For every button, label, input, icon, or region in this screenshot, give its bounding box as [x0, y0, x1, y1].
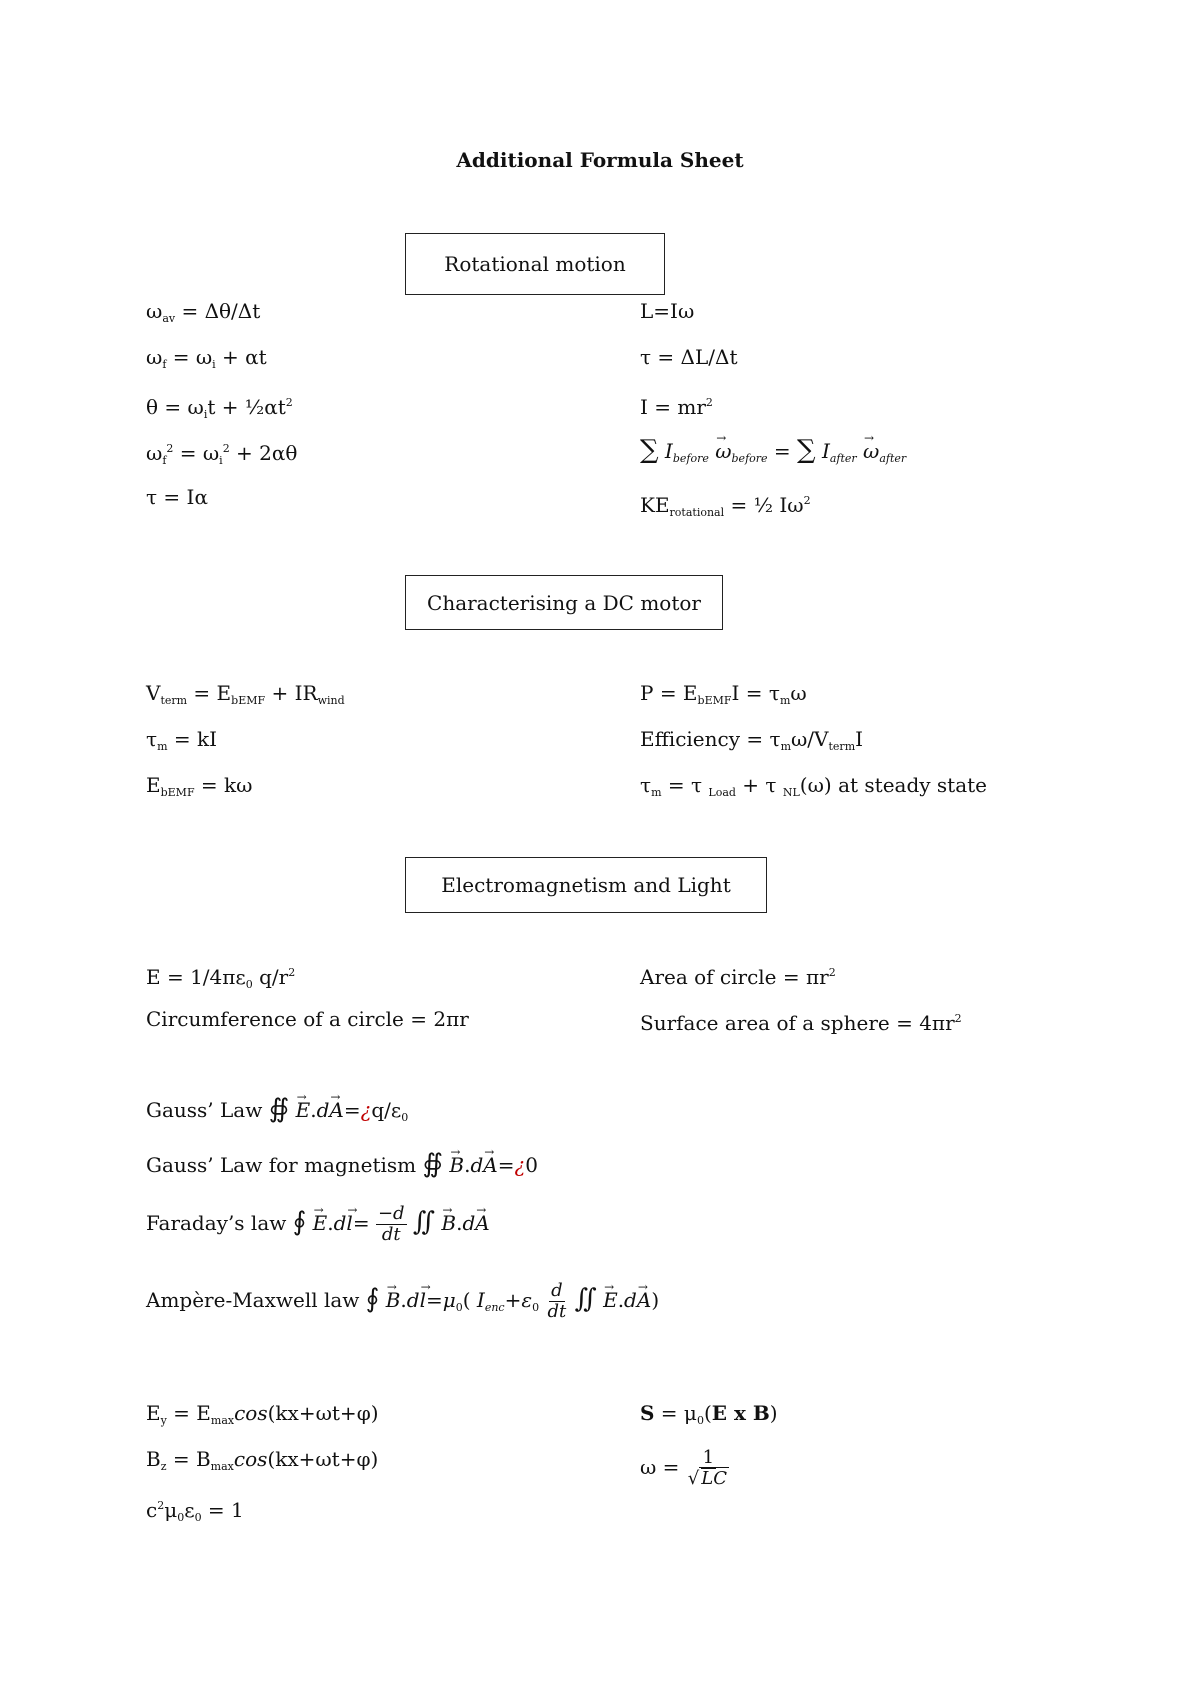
page-title: Additional Formula Sheet	[456, 148, 744, 172]
sqrt-icon: √	[687, 1468, 700, 1489]
section-header-dc-motor: Characterising a DC motor	[405, 575, 723, 630]
sum-icon: ∑	[797, 435, 816, 465]
formula-efficiency: Efficiency = $\tau_m\omega/V_{term}I$	[640, 727, 864, 753]
formula-area-circle: Area of circle = $\pi r^2$	[640, 965, 836, 989]
formula-e-wave: $E_y = E_{max}\cos(kx+\omega t+\varphi)$	[146, 1401, 379, 1427]
formula-steady-state: $\tau_m = \tau$ $_{Load}$ + τ $_{NL}$(ω) at steady state	[640, 773, 988, 799]
formula-power: $P = E_{bEMF}I = \tau_m\omega$	[640, 681, 807, 707]
formula-torque-m: $\tau_m$ = kI	[146, 727, 218, 753]
formula-torque-dl-dt: τ = ΔL/Δt	[640, 345, 738, 369]
formula-lc-frequency: ω = $\frac{1}{√ LC}$	[640, 1447, 727, 1489]
formula-angular-momentum: L=Iω	[640, 299, 695, 323]
formula-surface-sphere: Surface area of a sphere = $4\pi r^2$	[640, 1011, 962, 1035]
formula-b-wave: $B_z = B_{max}\cos(kx+\omega t+\varphi)$	[146, 1447, 379, 1473]
formula-faraday-law: Faraday’s law ∮ → E.d→ l= $\frac{-d}{dt}$ ∬ → B.d→ A	[146, 1204, 490, 1245]
double-integral-icon: ∬	[412, 1207, 436, 1237]
line-integral-icon: ∮	[292, 1207, 307, 1237]
formula-moment-of-inertia: $I = mr^2$	[640, 395, 713, 419]
surface-integral-icon: ∯	[268, 1094, 290, 1124]
formula-omega-squared: $\omega_f^2 = \omega_i^2 + 2\alpha\theta$	[146, 441, 298, 467]
formula-rotational-ke: $KE_{rotational}$ = ½ $I\omega^2$	[640, 493, 811, 519]
formula-light-speed: $c^2\mu_0\varepsilon_0 = 1$	[146, 1498, 244, 1524]
formula-omega-av: $\omega_{av} = \Delta\theta/\Delta t$	[146, 299, 261, 325]
section-header-em-light: Electromagnetism and Light	[405, 857, 767, 913]
surface-integral-icon: ∯	[422, 1149, 444, 1179]
formula-omega-f: $\omega_f = \omega_i + \alpha t$	[146, 345, 267, 371]
formula-poynting: $S = \mu_0(E$ x B)	[640, 1401, 778, 1427]
formula-gauss-magnetism: Gauss’ Law for magnetism ∯ → B.d→ A=¿0	[146, 1152, 538, 1177]
section-header-rotational: Rotational motion	[405, 233, 665, 295]
line-integral-icon: ∮	[365, 1284, 380, 1314]
formula-ampere-maxwell: Ampère-Maxwell law ∮ → $B.d\to l=\mu_0$( $I_{enc}+\varepsilon_0$ $\frac{d}{dt}$ ∬ → E.d→ A)	[146, 1281, 659, 1322]
formula-torque: τ = Iα	[146, 485, 208, 509]
formula-v-term: $V_{term} = E_{bEMF} + IR_{wind}$	[146, 681, 345, 707]
double-integral-icon: ∬	[574, 1284, 597, 1314]
formula-conservation-angular-momentum: ∑ $I_{before} \to \omega_{before}$ = ∑ $I_{after} \to \omega_{after}$	[640, 438, 906, 471]
formula-gauss-law: Gauss’ Law ∯ → $E.d\to A=¿q/\varepsilon_0$	[146, 1097, 408, 1130]
sum-icon: ∑	[640, 435, 659, 465]
formula-back-emf: $E_{bEMF} = k\omega$	[146, 773, 253, 799]
formula-circumference: Circumference of a circle = 2πr	[146, 1007, 469, 1031]
formula-coulomb-field: $E = 1/4\pi\varepsilon_0$ $q/r^2$	[146, 965, 296, 991]
formula-theta: $\theta = \omega_it$ + $\frac{1}{2}\alpha t^2$	[146, 395, 293, 421]
